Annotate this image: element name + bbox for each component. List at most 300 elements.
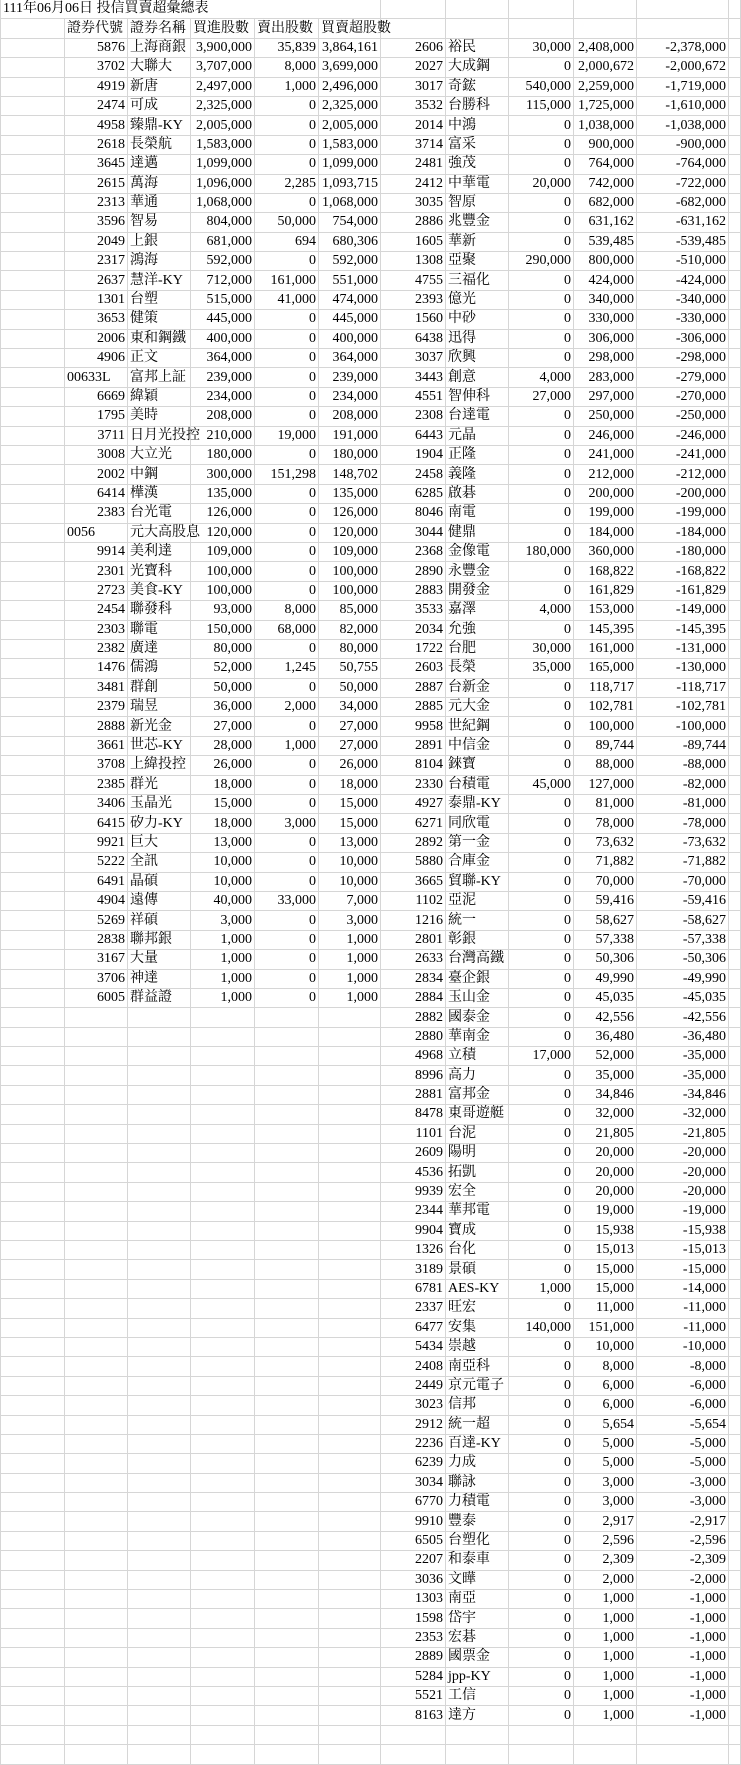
buy-name-cell[interactable]: 台光電 — [128, 504, 191, 523]
buy-buy-shares-cell[interactable]: 135,000 — [191, 484, 255, 503]
empty-cell[interactable] — [319, 1221, 381, 1240]
sell-net-shares-cell[interactable]: -900,000 — [637, 135, 729, 154]
buy-code-cell[interactable]: 2313 — [65, 193, 128, 212]
sell-sell-shares-cell[interactable]: 15,013 — [574, 1241, 637, 1260]
empty-cell[interactable] — [128, 1202, 191, 1221]
sell-code-cell[interactable]: 5434 — [381, 1337, 446, 1356]
empty-cell[interactable] — [255, 1357, 319, 1376]
sell-code-cell[interactable]: 6239 — [381, 1454, 446, 1473]
sell-buy-shares-cell[interactable]: 0 — [509, 1241, 574, 1260]
empty-cell[interactable] — [319, 1318, 381, 1337]
empty-cell[interactable] — [65, 1667, 128, 1686]
empty-cell[interactable] — [255, 1047, 319, 1066]
sell-net-shares-cell[interactable]: -89,744 — [637, 736, 729, 755]
sell-net-shares-cell[interactable]: -2,596 — [637, 1531, 729, 1550]
buy-net-shares-cell[interactable]: 1,099,000 — [319, 155, 381, 174]
sell-net-shares-cell[interactable]: -15,000 — [637, 1260, 729, 1279]
buy-buy-shares-cell[interactable]: 100,000 — [191, 581, 255, 600]
buy-sell-shares-cell[interactable]: 0 — [255, 116, 319, 135]
buy-net-shares-cell[interactable]: 551,000 — [319, 271, 381, 290]
sell-name-cell[interactable]: 合庫金 — [446, 853, 509, 872]
empty-cell[interactable] — [128, 1260, 191, 1279]
empty-cell[interactable] — [191, 1047, 255, 1066]
buy-code-cell[interactable]: 3702 — [65, 58, 128, 77]
buy-sell-shares-cell[interactable]: 0 — [255, 523, 319, 542]
empty-cell[interactable] — [128, 1221, 191, 1240]
empty-cell[interactable] — [255, 1085, 319, 1104]
sell-code-cell[interactable]: 2481 — [381, 155, 446, 174]
empty-cell[interactable] — [255, 1686, 319, 1705]
sell-net-shares-cell[interactable]: -71,882 — [637, 853, 729, 872]
sell-sell-shares-cell[interactable]: 212,000 — [574, 465, 637, 484]
sell-net-shares-cell[interactable]: -20,000 — [637, 1144, 729, 1163]
empty-cell[interactable] — [255, 1551, 319, 1570]
empty-cell[interactable] — [729, 290, 741, 309]
empty-cell[interactable] — [128, 1725, 191, 1744]
sell-sell-shares-cell[interactable]: 15,000 — [574, 1279, 637, 1298]
sell-code-cell[interactable]: 2606 — [381, 38, 446, 57]
sell-name-cell[interactable]: 彰銀 — [446, 930, 509, 949]
empty-cell[interactable] — [729, 698, 741, 717]
sell-name-cell[interactable]: 金像電 — [446, 542, 509, 561]
sell-name-cell[interactable]: 拓凱 — [446, 1163, 509, 1182]
empty-cell[interactable] — [128, 1667, 191, 1686]
sell-sell-shares-cell[interactable]: 15,000 — [574, 1260, 637, 1279]
buy-name-cell[interactable]: 聯電 — [128, 620, 191, 639]
empty-cell[interactable] — [729, 891, 741, 910]
empty-cell[interactable] — [729, 232, 741, 251]
empty-cell[interactable] — [1, 601, 65, 620]
buy-buy-shares-cell[interactable]: 15,000 — [191, 795, 255, 814]
sell-buy-shares-cell[interactable]: 0 — [509, 1376, 574, 1395]
empty-cell[interactable] — [128, 1163, 191, 1182]
sell-sell-shares-cell[interactable]: 2,309 — [574, 1551, 637, 1570]
empty-cell[interactable] — [319, 1648, 381, 1667]
empty-cell[interactable] — [319, 1512, 381, 1531]
sell-net-shares-cell[interactable]: -42,556 — [637, 1008, 729, 1027]
empty-cell[interactable] — [729, 736, 741, 755]
sell-buy-shares-cell[interactable]: 0 — [509, 1551, 574, 1570]
buy-name-cell[interactable]: 玉晶光 — [128, 795, 191, 814]
sell-buy-shares-cell[interactable]: 0 — [509, 1027, 574, 1046]
empty-cell[interactable] — [65, 1396, 128, 1415]
header-buy[interactable]: 買進股數 — [191, 19, 255, 38]
buy-net-shares-cell[interactable]: 7,000 — [319, 891, 381, 910]
sell-name-cell[interactable]: 台化 — [446, 1241, 509, 1260]
sell-code-cell[interactable]: 3017 — [381, 77, 446, 96]
sell-sell-shares-cell[interactable]: 6,000 — [574, 1396, 637, 1415]
empty-cell[interactable] — [65, 1454, 128, 1473]
empty-cell[interactable] — [65, 1745, 128, 1764]
sell-code-cell[interactable]: 2889 — [381, 1648, 446, 1667]
empty-cell[interactable] — [574, 1725, 637, 1744]
sell-net-shares-cell[interactable]: -2,378,000 — [637, 38, 729, 57]
empty-cell[interactable] — [319, 1376, 381, 1395]
empty-cell[interactable] — [128, 1318, 191, 1337]
sell-net-shares-cell[interactable]: -100,000 — [637, 717, 729, 736]
sell-name-cell[interactable]: 貿聯-KY — [446, 872, 509, 891]
empty-cell[interactable] — [65, 1357, 128, 1376]
empty-cell[interactable] — [729, 1279, 741, 1298]
sell-name-cell[interactable]: 國票金 — [446, 1648, 509, 1667]
sell-buy-shares-cell[interactable]: 0 — [509, 1163, 574, 1182]
sell-sell-shares-cell[interactable]: 1,000 — [574, 1590, 637, 1609]
sell-name-cell[interactable]: 允強 — [446, 620, 509, 639]
buy-code-cell[interactable]: 00633L — [65, 368, 128, 387]
empty-cell[interactable] — [65, 1182, 128, 1201]
buy-name-cell[interactable]: 東和鋼鐵 — [128, 329, 191, 348]
sell-net-shares-cell[interactable]: -1,000 — [637, 1667, 729, 1686]
empty-cell[interactable] — [1, 465, 65, 484]
buy-sell-shares-cell[interactable]: 0 — [255, 930, 319, 949]
sell-net-shares-cell[interactable]: -78,000 — [637, 814, 729, 833]
buy-sell-shares-cell[interactable]: 33,000 — [255, 891, 319, 910]
empty-cell[interactable] — [729, 1008, 741, 1027]
buy-name-cell[interactable]: 正文 — [128, 349, 191, 368]
empty-cell[interactable] — [1, 1085, 65, 1104]
sell-name-cell[interactable]: 台肥 — [446, 639, 509, 658]
buy-buy-shares-cell[interactable]: 300,000 — [191, 465, 255, 484]
empty-cell[interactable] — [637, 1725, 729, 1744]
empty-cell[interactable] — [1, 775, 65, 794]
sell-code-cell[interactable]: 3034 — [381, 1473, 446, 1492]
buy-sell-shares-cell[interactable]: 0 — [255, 542, 319, 561]
sell-code-cell[interactable]: 9910 — [381, 1512, 446, 1531]
buy-name-cell[interactable]: 健策 — [128, 310, 191, 329]
empty-cell[interactable] — [729, 1628, 741, 1647]
header-sell[interactable]: 賣出股數 — [255, 19, 319, 38]
sell-name-cell[interactable]: 三福化 — [446, 271, 509, 290]
buy-code-cell[interactable]: 3645 — [65, 155, 128, 174]
sell-name-cell[interactable]: 富采 — [446, 135, 509, 154]
empty-cell[interactable] — [128, 1279, 191, 1298]
buy-net-shares-cell[interactable]: 208,000 — [319, 407, 381, 426]
empty-cell[interactable] — [128, 1299, 191, 1318]
buy-sell-shares-cell[interactable]: 0 — [255, 135, 319, 154]
buy-code-cell[interactable]: 0056 — [65, 523, 128, 542]
sell-buy-shares-cell[interactable]: 0 — [509, 1706, 574, 1725]
empty-cell[interactable] — [729, 271, 741, 290]
sell-code-cell[interactable]: 2801 — [381, 930, 446, 949]
empty-cell[interactable] — [191, 1706, 255, 1725]
empty-cell[interactable] — [1, 1299, 65, 1318]
empty-cell[interactable] — [729, 1027, 741, 1046]
sell-buy-shares-cell[interactable]: 0 — [509, 349, 574, 368]
empty-cell[interactable] — [191, 1085, 255, 1104]
empty-cell[interactable] — [319, 1415, 381, 1434]
empty-cell[interactable] — [128, 1570, 191, 1589]
sell-code-cell[interactable]: 2890 — [381, 562, 446, 581]
buy-buy-shares-cell[interactable]: 1,068,000 — [191, 193, 255, 212]
sell-net-shares-cell[interactable]: -5,000 — [637, 1454, 729, 1473]
buy-net-shares-cell[interactable]: 26,000 — [319, 756, 381, 775]
empty-cell[interactable] — [729, 38, 741, 57]
sell-buy-shares-cell[interactable]: 17,000 — [509, 1047, 574, 1066]
sell-buy-shares-cell[interactable]: 0 — [509, 1396, 574, 1415]
empty-cell[interactable] — [319, 1396, 381, 1415]
empty-cell[interactable] — [191, 1279, 255, 1298]
empty-cell[interactable] — [729, 1570, 741, 1589]
sell-net-shares-cell[interactable]: -2,309 — [637, 1551, 729, 1570]
empty-cell[interactable] — [191, 1357, 255, 1376]
empty-cell[interactable] — [128, 1124, 191, 1143]
empty-cell[interactable] — [729, 349, 741, 368]
sell-code-cell[interactable]: 2408 — [381, 1357, 446, 1376]
empty-cell[interactable] — [729, 1357, 741, 1376]
sell-name-cell[interactable]: 欣興 — [446, 349, 509, 368]
empty-cell[interactable] — [191, 1531, 255, 1550]
empty-cell[interactable] — [65, 1686, 128, 1705]
buy-buy-shares-cell[interactable]: 2,497,000 — [191, 77, 255, 96]
buy-code-cell[interactable]: 5222 — [65, 853, 128, 872]
sell-buy-shares-cell[interactable]: 0 — [509, 717, 574, 736]
sell-name-cell[interactable]: 中信金 — [446, 736, 509, 755]
buy-code-cell[interactable]: 2888 — [65, 717, 128, 736]
empty-cell[interactable] — [128, 1047, 191, 1066]
sell-sell-shares-cell[interactable]: 682,000 — [574, 193, 637, 212]
empty-cell[interactable] — [1, 290, 65, 309]
sell-code-cell[interactable]: 4968 — [381, 1047, 446, 1066]
empty-cell[interactable] — [729, 659, 741, 678]
sell-buy-shares-cell[interactable]: 0 — [509, 891, 574, 910]
empty-cell[interactable] — [729, 911, 741, 930]
sell-buy-shares-cell[interactable]: 0 — [509, 1512, 574, 1531]
buy-code-cell[interactable]: 2385 — [65, 775, 128, 794]
sell-name-cell[interactable]: 智原 — [446, 193, 509, 212]
buy-buy-shares-cell[interactable]: 50,000 — [191, 678, 255, 697]
empty-cell[interactable] — [1, 1725, 65, 1744]
sell-code-cell[interactable]: 2609 — [381, 1144, 446, 1163]
empty-cell[interactable] — [65, 1047, 128, 1066]
buy-buy-shares-cell[interactable]: 239,000 — [191, 368, 255, 387]
sell-sell-shares-cell[interactable]: 800,000 — [574, 252, 637, 271]
empty-cell[interactable] — [255, 1202, 319, 1221]
sell-code-cell[interactable]: 2886 — [381, 213, 446, 232]
empty-cell[interactable] — [255, 1241, 319, 1260]
buy-buy-shares-cell[interactable]: 515,000 — [191, 290, 255, 309]
empty-cell[interactable] — [191, 1182, 255, 1201]
sell-net-shares-cell[interactable]: -682,000 — [637, 193, 729, 212]
buy-net-shares-cell[interactable]: 1,093,715 — [319, 174, 381, 193]
sell-net-shares-cell[interactable]: -1,038,000 — [637, 116, 729, 135]
empty-cell[interactable] — [1, 523, 65, 542]
empty-cell[interactable] — [191, 1609, 255, 1628]
sell-net-shares-cell[interactable]: -35,000 — [637, 1066, 729, 1085]
sell-name-cell[interactable]: 華新 — [446, 232, 509, 251]
buy-sell-shares-cell[interactable]: 0 — [255, 193, 319, 212]
sell-code-cell[interactable]: 1722 — [381, 639, 446, 658]
empty-cell[interactable] — [65, 1279, 128, 1298]
sell-code-cell[interactable]: 2449 — [381, 1376, 446, 1395]
sell-buy-shares-cell[interactable]: 0 — [509, 1260, 574, 1279]
buy-code-cell[interactable]: 2723 — [65, 581, 128, 600]
sell-net-shares-cell[interactable]: -50,306 — [637, 950, 729, 969]
sell-sell-shares-cell[interactable]: 1,725,000 — [574, 96, 637, 115]
sell-name-cell[interactable]: 南電 — [446, 504, 509, 523]
buy-code-cell[interactable]: 2615 — [65, 174, 128, 193]
buy-sell-shares-cell[interactable]: 0 — [255, 310, 319, 329]
sell-name-cell[interactable]: 中華電 — [446, 174, 509, 193]
buy-net-shares-cell[interactable]: 27,000 — [319, 717, 381, 736]
empty-cell[interactable] — [729, 853, 741, 872]
sell-sell-shares-cell[interactable]: 199,000 — [574, 504, 637, 523]
empty-cell[interactable] — [128, 1008, 191, 1027]
sell-net-shares-cell[interactable]: -149,000 — [637, 601, 729, 620]
buy-name-cell[interactable]: 新唐 — [128, 77, 191, 96]
empty-cell[interactable] — [574, 0, 637, 19]
sell-code-cell[interactable]: 1904 — [381, 445, 446, 464]
buy-net-shares-cell[interactable]: 15,000 — [319, 795, 381, 814]
empty-cell[interactable] — [446, 1725, 509, 1744]
buy-name-cell[interactable]: 群益證 — [128, 988, 191, 1007]
empty-cell[interactable] — [1, 1667, 65, 1686]
buy-buy-shares-cell[interactable]: 804,000 — [191, 213, 255, 232]
buy-net-shares-cell[interactable]: 3,864,161 — [319, 38, 381, 57]
sell-sell-shares-cell[interactable]: 151,000 — [574, 1318, 637, 1337]
buy-code-cell[interactable]: 3406 — [65, 795, 128, 814]
sell-buy-shares-cell[interactable]: 27,000 — [509, 387, 574, 406]
buy-net-shares-cell[interactable]: 2,005,000 — [319, 116, 381, 135]
buy-sell-shares-cell[interactable]: 151,298 — [255, 465, 319, 484]
buy-name-cell[interactable]: 達邁 — [128, 155, 191, 174]
empty-cell[interactable] — [65, 1725, 128, 1744]
sell-net-shares-cell[interactable]: -8,000 — [637, 1357, 729, 1376]
sell-net-shares-cell[interactable]: -3,000 — [637, 1473, 729, 1492]
empty-cell[interactable] — [255, 1454, 319, 1473]
sell-name-cell[interactable]: 力成 — [446, 1454, 509, 1473]
buy-sell-shares-cell[interactable]: 0 — [255, 950, 319, 969]
empty-cell[interactable] — [1, 833, 65, 852]
buy-net-shares-cell[interactable]: 10,000 — [319, 872, 381, 891]
buy-sell-shares-cell[interactable]: 0 — [255, 96, 319, 115]
empty-cell[interactable] — [255, 1008, 319, 1027]
buy-code-cell[interactable]: 6414 — [65, 484, 128, 503]
buy-net-shares-cell[interactable]: 234,000 — [319, 387, 381, 406]
sell-code-cell[interactable]: 2458 — [381, 465, 446, 484]
sell-code-cell[interactable]: 4755 — [381, 271, 446, 290]
empty-cell[interactable] — [1, 639, 65, 658]
empty-cell[interactable] — [1, 795, 65, 814]
buy-name-cell[interactable]: 美利達 — [128, 542, 191, 561]
sell-sell-shares-cell[interactable]: 127,000 — [574, 775, 637, 794]
buy-sell-shares-cell[interactable]: 8,000 — [255, 58, 319, 77]
sell-sell-shares-cell[interactable]: 81,000 — [574, 795, 637, 814]
empty-cell[interactable] — [65, 1202, 128, 1221]
buy-code-cell[interactable]: 3596 — [65, 213, 128, 232]
sell-code-cell[interactable]: 6477 — [381, 1318, 446, 1337]
sell-net-shares-cell[interactable]: -539,485 — [637, 232, 729, 251]
empty-cell[interactable] — [191, 1628, 255, 1647]
empty-cell[interactable] — [255, 1609, 319, 1628]
sell-sell-shares-cell[interactable]: 5,654 — [574, 1415, 637, 1434]
sell-buy-shares-cell[interactable]: 0 — [509, 58, 574, 77]
buy-code-cell[interactable]: 2002 — [65, 465, 128, 484]
sell-name-cell[interactable]: 嘉澤 — [446, 601, 509, 620]
empty-cell[interactable] — [1, 1434, 65, 1453]
buy-name-cell[interactable]: 廣達 — [128, 639, 191, 658]
sell-name-cell[interactable]: 健鼎 — [446, 523, 509, 542]
empty-cell[interactable] — [319, 1454, 381, 1473]
empty-cell[interactable] — [319, 1628, 381, 1647]
empty-cell[interactable] — [191, 1124, 255, 1143]
sell-name-cell[interactable]: 奇鋐 — [446, 77, 509, 96]
sell-name-cell[interactable]: 宏碁 — [446, 1628, 509, 1647]
buy-sell-shares-cell[interactable]: 0 — [255, 717, 319, 736]
buy-code-cell[interactable]: 2303 — [65, 620, 128, 639]
empty-cell[interactable] — [191, 1512, 255, 1531]
sell-net-shares-cell[interactable]: -15,938 — [637, 1221, 729, 1240]
empty-cell[interactable] — [128, 1706, 191, 1725]
sell-sell-shares-cell[interactable]: 70,000 — [574, 872, 637, 891]
sell-sell-shares-cell[interactable]: 50,306 — [574, 950, 637, 969]
empty-cell[interactable] — [319, 1725, 381, 1744]
sell-code-cell[interactable]: 3035 — [381, 193, 446, 212]
empty-cell[interactable] — [729, 969, 741, 988]
buy-buy-shares-cell[interactable]: 3,707,000 — [191, 58, 255, 77]
buy-net-shares-cell[interactable]: 754,000 — [319, 213, 381, 232]
sell-code-cell[interactable]: 5521 — [381, 1686, 446, 1705]
sell-name-cell[interactable]: 元晶 — [446, 426, 509, 445]
buy-sell-shares-cell[interactable]: 0 — [255, 969, 319, 988]
empty-cell[interactable] — [729, 1124, 741, 1143]
buy-buy-shares-cell[interactable]: 109,000 — [191, 542, 255, 561]
sell-buy-shares-cell[interactable]: 0 — [509, 445, 574, 464]
buy-sell-shares-cell[interactable]: 0 — [255, 349, 319, 368]
empty-cell[interactable] — [729, 1182, 741, 1201]
empty-cell[interactable] — [1, 174, 65, 193]
sell-sell-shares-cell[interactable]: 3,000 — [574, 1493, 637, 1512]
empty-cell[interactable] — [191, 1590, 255, 1609]
sell-buy-shares-cell[interactable]: 0 — [509, 736, 574, 755]
sell-buy-shares-cell[interactable]: 0 — [509, 213, 574, 232]
buy-name-cell[interactable]: 儒鴻 — [128, 659, 191, 678]
sell-sell-shares-cell[interactable]: 71,882 — [574, 853, 637, 872]
empty-cell[interactable] — [729, 1454, 741, 1473]
sell-buy-shares-cell[interactable]: 0 — [509, 698, 574, 717]
sell-net-shares-cell[interactable]: -246,000 — [637, 426, 729, 445]
sell-net-shares-cell[interactable]: -330,000 — [637, 310, 729, 329]
sell-sell-shares-cell[interactable]: 742,000 — [574, 174, 637, 193]
buy-sell-shares-cell[interactable]: 2,000 — [255, 698, 319, 717]
empty-cell[interactable] — [319, 1047, 381, 1066]
buy-buy-shares-cell[interactable]: 3,900,000 — [191, 38, 255, 57]
empty-cell[interactable] — [729, 756, 741, 775]
empty-cell[interactable] — [1, 445, 65, 464]
sell-code-cell[interactable]: 2368 — [381, 542, 446, 561]
sell-code-cell[interactable]: 2834 — [381, 969, 446, 988]
sell-name-cell[interactable]: 兆豐金 — [446, 213, 509, 232]
empty-cell[interactable] — [1, 426, 65, 445]
buy-sell-shares-cell[interactable]: 0 — [255, 329, 319, 348]
sell-net-shares-cell[interactable]: -34,846 — [637, 1085, 729, 1104]
sell-sell-shares-cell[interactable]: 52,000 — [574, 1047, 637, 1066]
buy-name-cell[interactable]: 上海商銀 — [128, 38, 191, 57]
buy-buy-shares-cell[interactable]: 100,000 — [191, 562, 255, 581]
empty-cell[interactable] — [319, 1299, 381, 1318]
buy-net-shares-cell[interactable]: 1,000 — [319, 950, 381, 969]
empty-cell[interactable] — [255, 1066, 319, 1085]
buy-code-cell[interactable]: 2838 — [65, 930, 128, 949]
buy-net-shares-cell[interactable]: 148,702 — [319, 465, 381, 484]
empty-cell[interactable] — [637, 0, 729, 19]
empty-cell[interactable] — [128, 1357, 191, 1376]
empty-cell[interactable] — [1, 1396, 65, 1415]
sell-buy-shares-cell[interactable]: 0 — [509, 581, 574, 600]
empty-cell[interactable] — [509, 1745, 574, 1764]
empty-cell[interactable] — [65, 1066, 128, 1085]
buy-code-cell[interactable]: 2006 — [65, 329, 128, 348]
sell-sell-shares-cell[interactable]: 10,000 — [574, 1337, 637, 1356]
